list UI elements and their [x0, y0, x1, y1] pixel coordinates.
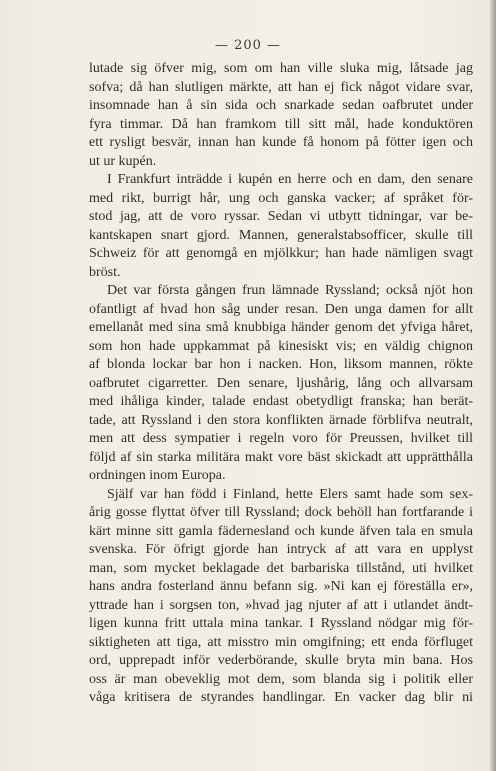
- text-line: bröst.: [89, 264, 121, 280]
- text-line: Det var första gången frun lämnade Ryssland; också njöt hon: [107, 283, 473, 298]
- text-line: Själf var han född i Finland, hette Elers samt hade som sex-: [107, 486, 473, 502]
- text-line: med ihåliga kinder, talade endast obetydligt franska; han berät-: [89, 394, 473, 409]
- text-line: ofantligt af hvad hon såg under resan. Den unga damen for allt: [89, 301, 473, 317]
- text-line: man, som mycket beklagade det barbariska tillstånd, uti hvilket: [89, 560, 473, 576]
- text-line: med rikt, burrigt hår, ung och ganska vacker; af språket för-: [89, 190, 473, 206]
- text-line: ord, upprepadt inför vederbörande, skulle bryta min bana. Hos: [89, 653, 473, 668]
- page-number: — 200 —: [214, 38, 282, 53]
- text-line: oafbrutet cigarretter. Den senare, ljushårig, lång och allvarsam: [89, 375, 473, 391]
- text-line: insomnade han å sin sida och snarkade sedan oafbrutet under: [89, 98, 473, 113]
- body-text: [89, 60, 473, 708]
- text-line: ordningen inom Europa.: [89, 468, 226, 483]
- text-line: sofva; då han slutligen märkte, att han ej fick något vidare svar,: [89, 79, 473, 95]
- text-line: svenska. För öfrigt gjorde han intryck af att vara en upplyst: [89, 542, 473, 557]
- text-line: ligen kunna fritt uttala mina tankar. I Ryssland nödgar mig för-: [89, 616, 473, 631]
- text-line: följd af sin starka militära makt vore bäst skickadt att upprätthålla: [89, 449, 473, 465]
- text-line: lutade sig öfver mig, som om han ville sluka mig, låtsade jag: [89, 61, 473, 76]
- page-edge: [490, 0, 496, 771]
- text-line: I Frankfurt inträdde i kupén en herre och en dam, den senare: [107, 172, 473, 187]
- text-line: tade, att Ryssland i den stora konflikten ärnade förblifva neutralt,: [89, 412, 473, 428]
- text-line: fyra timmar. Då han framkom till sitt mål, hade konduktören: [89, 116, 473, 132]
- text-line: som hon hade uppkammat på kinesiskt vis; en väldig chignon: [89, 338, 473, 354]
- text-line: Schweiz för att genomgå en mjölkkur; han hade nämligen svagt: [89, 246, 473, 261]
- text-line: af blonda lockar bar hon i nacken. Hon, liksom mannen, rökte: [89, 357, 473, 372]
- text-line: kantskapen snart gjord. Mannen, generalstabsofficer, skulle till: [89, 227, 473, 243]
- text-line: yttrade han i sorgsen ton, »hvad jag njuter af att i utlandet ändt-: [89, 597, 473, 613]
- text-line: men att dess sympatier i regeln voro för Preussen, hvilket till: [89, 431, 473, 446]
- text-line: siktigheten att tiga, att misstro min omgifning; ett enda förfluget: [89, 634, 473, 650]
- text-line: oss är man obeveklig mot dem, som blanda sig i politik eller: [89, 671, 473, 687]
- text-line: ett rysligt besvär, innan han kunde få honom på fötter igen och: [89, 135, 473, 150]
- text-line: kärt minne sitt gamla fädernesland och kunde äfven tala en smula: [89, 523, 473, 539]
- text-line: årig gosse flyttat öfver till Ryssland; dock behöll han fortfarande i: [89, 505, 473, 520]
- text-line: ut ur kupén.: [89, 153, 157, 169]
- text-line: stod jag, att de voro ryssar. Sedan vi utbytt tidningar, var be-: [89, 209, 473, 224]
- text-line: emellanåt med sina små knubbiga händer genom det yfviga håret,: [89, 320, 473, 335]
- text-line: hans andra fosterland ännu befann sig. »Ni kan ej föreställa er»,: [89, 579, 473, 594]
- text-line: våga kritisera de styrandes handlingar. En vacker dag blir ni: [89, 690, 473, 705]
